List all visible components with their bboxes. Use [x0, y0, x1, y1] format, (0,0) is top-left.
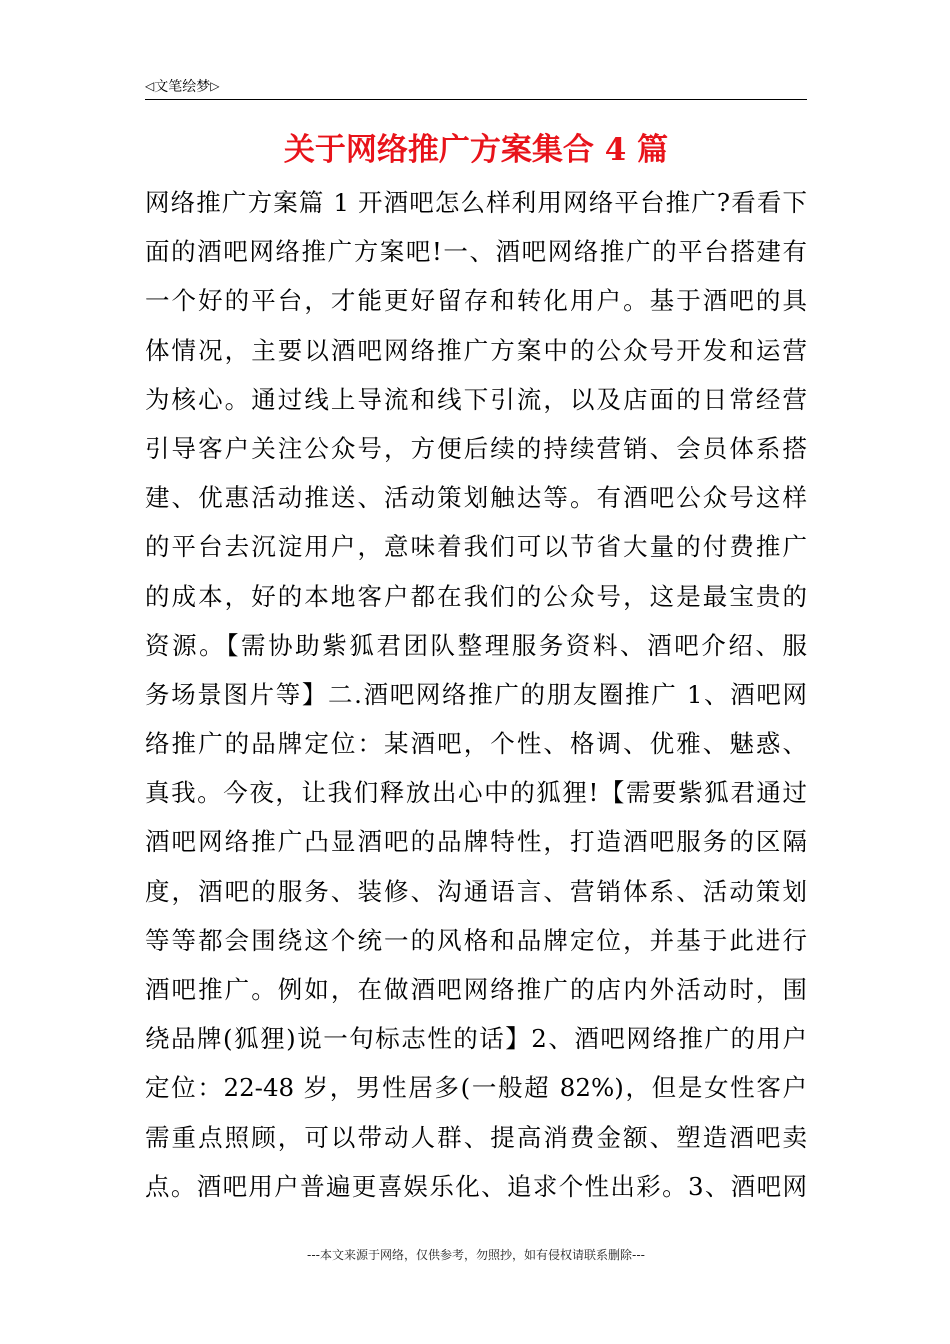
body-text [145, 178, 807, 1211]
page-header [145, 74, 807, 98]
body-line: 一个好的平台，才能更好留存和转化用户。基于酒吧的具 [145, 286, 807, 316]
body-line: 体情况，主要以酒吧网络推广方案中的公众号开发和运营 [145, 335, 807, 365]
body-line: 建、优惠活动推送、活动策划触达等。有酒吧公众号这样 [145, 483, 807, 513]
body-line: 资源。【需协助紫狐君团队整理服务资料、酒吧介绍、服 [145, 630, 807, 660]
body-line: 点。酒吧用户普遍更喜娱乐化、追求个性出彩。3、酒吧网 [145, 1171, 807, 1201]
body-line: 网络推广方案篇 1 开酒吧怎么样利用网络平台推广?看看下 [145, 188, 807, 217]
left-triangle-icon: ◁ [145, 79, 155, 93]
header-divider [145, 99, 807, 100]
body-line: 络推广的品牌定位：某酒吧，个性、格调、优雅、魅惑、 [145, 729, 807, 759]
body-line: 真我。今夜，让我们释放出心中的狐狸!【需要紫狐君通过 [145, 778, 807, 808]
body-line: 的成本，好的本地客户都在我们的公众号，这是最宝贵的 [145, 581, 807, 611]
header-label: 文笔绘梦 [154, 79, 211, 95]
body-line: 务场景图片等】二.酒吧网络推广的朋友圈推广 1、酒吧网 [145, 679, 807, 709]
footer-disclaimer: ---本文来源于网络，仅供参考，勿照抄，如有侵权请联系删除--- [307, 1248, 645, 1262]
document-title: 关于网络推广方案集合 4 篇 [283, 132, 669, 168]
body-line: 引导客户关注公众号，方便后续的持续营销、会员体系搭 [145, 433, 807, 463]
body-line: 面的酒吧网络推广方案吧!一、酒吧网络推广的平台搭建有 [145, 237, 807, 267]
body-line: 为核心。通过线上导流和线下引流，以及店面的日常经营 [145, 384, 807, 414]
body-line: 酒吧网络推广凸显酒吧的品牌特性，打造酒吧服务的区隔 [145, 827, 807, 857]
body-line: 度，酒吧的服务、装修、沟通语言、营销体系、活动策划 [145, 876, 807, 906]
body-line: 需重点照顾，可以带动人群、提高消费金额、塑造酒吧卖 [145, 1122, 807, 1152]
body-line: 酒吧推广。例如，在做酒吧网络推广的店内外活动时，围 [145, 975, 807, 1004]
right-triangle-icon: ▷ [210, 79, 220, 93]
body-line: 等等都会围绕这个统一的风格和品牌定位，并基于此进行 [145, 925, 807, 955]
body-line: 定位：22-48 岁，男性居多(一般超 82%)，但是女性客户 [145, 1073, 807, 1103]
body-line: 的平台去沉淀用户，意味着我们可以节省大量的付费推广 [145, 532, 807, 562]
body-line: 绕品牌(狐狸)说一句标志性的话】2、酒吧网络推广的用户 [145, 1024, 807, 1054]
